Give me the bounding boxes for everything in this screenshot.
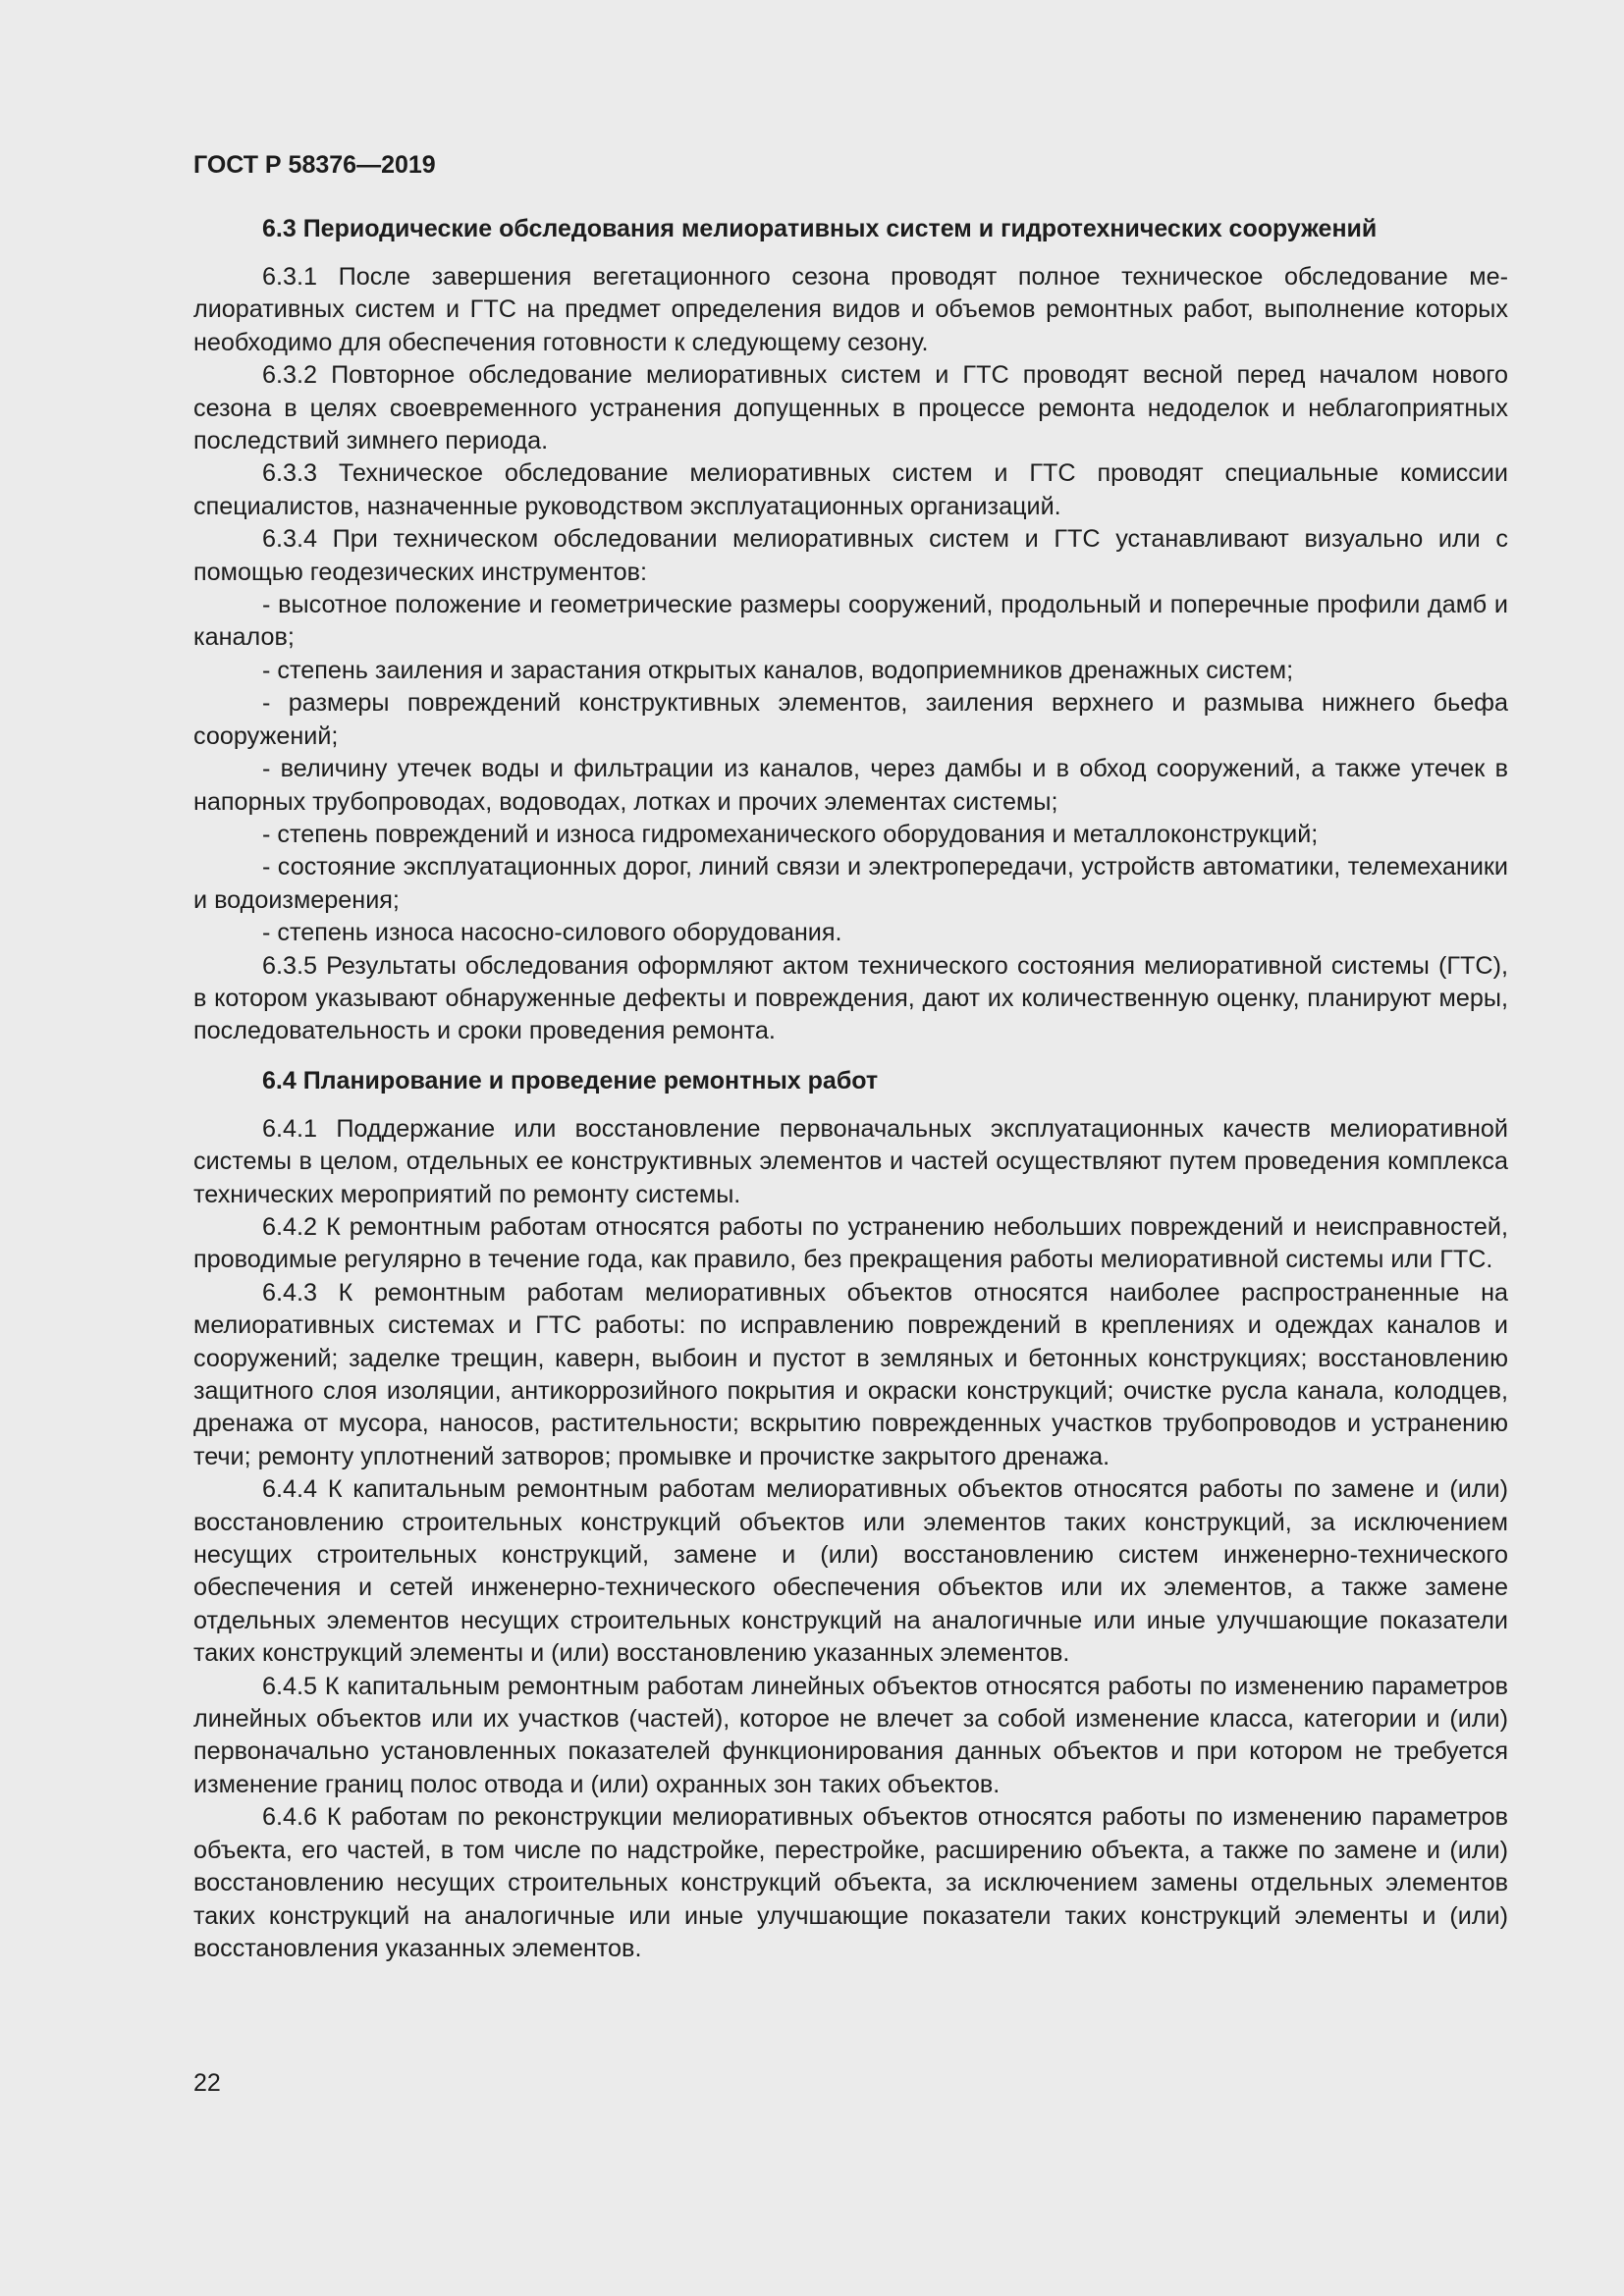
paragraph-6-4-6: 6.4.6 К работам по реконструкции мелиоративных объектов относятся работы по изменению параметров объекта, его частей, в том числе по надстройке, перестройке, расширению объекта, а также по замене и (или) восстановлению несущих строительных конструкций объекта, за исключением замены отдельных элементов таких конструкций на аналогичные или иные улучшающие показатели таких конструкций элементы и (или) восстановления указанных элементов.	[193, 1803, 1508, 1962]
document-code-header: ГОСТ Р 58376—2019	[193, 151, 436, 179]
list-item: - степень заиления и зарастания открытых каналов, водоприемников дренажных систем;	[262, 656, 1294, 684]
paragraph-6-4-1: 6.4.1 Поддержание или восстановление первоначальных эксплуатационных качеств мелиоративной системы в целом, отдельных ее конструктивных элементов и частей осуществляют путем проведения комплекса технических мероприятий по ремонту системы.	[193, 1114, 1508, 1208]
section-6-3-title: 6.3 Периодические обследования мелиоративных систем и гидротехнических сооружений	[262, 215, 1378, 242]
list-item: - величину утечек воды и фильтрации из каналов, через дамбы и в обход сооружений, а также утечек в напорных трубопроводах, водоводах, лотках и прочих элементах системы;	[193, 755, 1508, 816]
paragraph-6-3-2: 6.3.2 Повторное обследование мелиоративных систем и ГТС проводят весной перед началом нового сезона в целях своевременного устранения допущенных в процессе ремонта недоделок и неблагоприятных последствий зимнего периода.	[193, 361, 1508, 455]
list-item: - степень повреждений и износа гидромеханического оборудования и металлоконструкций;	[262, 820, 1319, 848]
paragraph-6-3-4: 6.3.4 При техническом обследовании мелиоративных систем и ГТС устанавливают визуально или с помощью геодезических инструментов:	[193, 525, 1508, 586]
paragraph-6-3-1: 6.3.1 После завершения вегетационного сезона проводят полное техническое обследование мелиоративных систем и ГТС на предмет определения видов и объемов ремонтных работ, выполнение которых необходимо для обеспечения готовности к следующему сезону.	[193, 263, 1508, 356]
paragraph-6-3-5: 6.3.5 Результаты обследования оформляют актом технического состояния мелиоративной системы (ГТС), в котором указывают обнаруженные дефекты и повреждения, дают их количественную оценку, планируют меры, последовательность и сроки проведения ремонта.	[193, 951, 1508, 1045]
list-item: - высотное положение и геометрические размеры сооружений, продольный и поперечные профили дамб и каналов;	[193, 591, 1508, 652]
paragraph-6-3-3: 6.3.3 Техническое обследование мелиоративных систем и ГТС проводят специальные комиссии специалистов, назначенные руководством эксплуатационных организаций.	[193, 459, 1508, 520]
paragraph-6-4-3: 6.4.3 К ремонтным работам мелиоративных объектов относятся наиболее распространенные на мелиоративных системах и ГТС работы: по исправлению повреждений в креплениях и одеждах каналов и сооружений; заделке трещин, каверн, выбоин и пустот в земляных и бетонных конструкциях; восстановлению защитного слоя изоляции, антикоррозийного покрытия и окраски конструкций; очистке русла канала, колодцев, дренажа от мусора, наносов, растительности; вскрытию поврежденных участков трубопроводов и устранению течи; ремонту уплотнений затворов; промывке и прочистке закрытого дренажа.	[193, 1278, 1508, 1470]
list-item: - состояние эксплуатационных дорог, линий связи и электропередачи, устройств автоматики, телемеханики и водоизмерения;	[193, 853, 1508, 914]
section-6-3	[193, 212, 1508, 1048]
list-item: - степень износа насосно-силового оборудования.	[262, 919, 842, 947]
page-number: 22	[193, 2069, 221, 2097]
paragraph-6-4-4: 6.4.4 К капитальным ремонтным работам мелиоративных объектов относятся работы по замене и (или) восстановлению строительных конструкций объектов или элементов таких конструкций, за исключением несущих строительных конструкций, замене и (или) восстановлению систем инженерно-технического обеспечения и сетей инженерно-технического обеспечения объектов или их элементов, а также замене отдельных элементов несущих строительных конструкций на аналогичные или иные улучшающие показатели таких конструкций элементы и (или) восстановлению указанных элементов.	[193, 1475, 1508, 1668]
section-6-4-title: 6.4 Планирование и проведение ремонтных работ	[262, 1066, 879, 1095]
paragraph-6-4-2: 6.4.2 К ремонтным работам относятся работы по устранению небольших повреждений и неисправностей, проводимые регулярно в течение года, как правило, без прекращения работы мелиоративной системы или ГТС.	[193, 1212, 1508, 1274]
document-page	[193, 145, 1508, 1965]
section-6-4	[193, 1064, 1508, 1966]
paragraph-6-4-5: 6.4.5 К капитальным ремонтным работам линейных объектов относятся работы по изменению параметров линейных объектов или их участков (частей), которое не влечет за собой изменение класса, категории и (или) первоначально установленных показателей функционирования данных объектов и при котором не требуется изменение границ полос отвода и (или) охранных зон таких объектов.	[193, 1672, 1508, 1798]
list-item: - размеры повреждений конструктивных элементов, заиления верхнего и размыва нижнего бьефа сооружений;	[193, 689, 1508, 750]
